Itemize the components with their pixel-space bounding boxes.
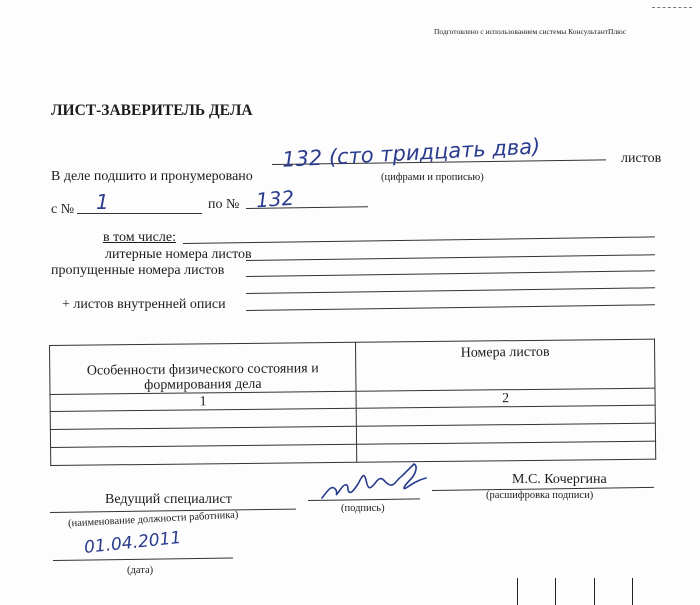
column-number-1: 1 <box>50 391 356 411</box>
to-value: 132 <box>255 185 295 213</box>
extra-line <box>246 287 655 294</box>
sewn-unit: листов <box>621 151 662 166</box>
header-physical-state: Особенности физического состояния и формирования дела <box>50 342 356 394</box>
header-page-numbers: Номера листов <box>355 339 654 391</box>
binding-mark <box>594 578 595 605</box>
sewn-label: В деле подшито и пронумеровано <box>51 169 253 184</box>
date-value: 01.04.2011 <box>83 527 183 559</box>
signer-name: М.С. Кочергина <box>512 472 607 487</box>
letter-pages-line <box>246 254 655 261</box>
table-header-row <box>50 339 655 394</box>
position-hint: (наименование должности работника) <box>67 509 239 530</box>
including-label: в том числе: <box>103 230 176 245</box>
binding-mark <box>555 578 556 605</box>
missed-pages-label: пропущенные номера листов <box>51 263 225 278</box>
physical-state-table <box>49 339 656 466</box>
date-hint: (дата) <box>127 565 154 576</box>
sign-hint: (подпись) <box>341 503 385 514</box>
binding-mark <box>632 578 633 605</box>
from-label: с № <box>51 202 75 217</box>
date-line <box>53 557 233 561</box>
to-label: по № <box>208 197 240 212</box>
sewn-hint: (цифрами и прописью) <box>381 172 484 183</box>
letter-pages-label: литерные номера листов <box>105 247 252 262</box>
missed-pages-line <box>246 270 655 277</box>
from-value: 1 <box>96 190 109 214</box>
page-title: ЛИСТ-ЗАВЕРИТЕЛЬ ДЕЛА <box>51 102 253 119</box>
column-number-2: 2 <box>356 388 655 408</box>
including-line <box>183 236 655 244</box>
position-value: Ведущий специалист <box>105 492 232 507</box>
name-hint: (расшифровка подписи) <box>486 490 594 501</box>
inner-inventory-label: + листов внутренней описи <box>62 297 226 312</box>
consultant-note: Подготовлено с использованием системы КонсультантПлюс <box>434 27 627 36</box>
inner-inventory-line <box>246 304 655 311</box>
binding-mark <box>517 578 518 605</box>
scan-edge-mark <box>652 7 692 8</box>
sewn-value: 132 (сто тридцать два) <box>281 134 541 172</box>
